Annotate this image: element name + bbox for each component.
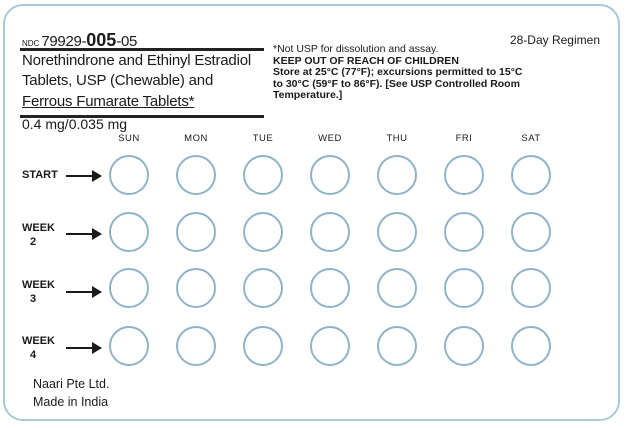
pill-slot[interactable] xyxy=(176,268,216,308)
pill-slot[interactable] xyxy=(377,326,417,366)
ndc-number: 79929-005-05 xyxy=(41,30,138,50)
product-title xyxy=(20,48,264,118)
title-line: Tablets, USP (Chewable) and xyxy=(22,72,214,89)
arrow-icon xyxy=(66,291,100,293)
pill-slot[interactable] xyxy=(243,268,283,308)
pill-slot[interactable] xyxy=(444,212,484,252)
pill-slot[interactable] xyxy=(444,268,484,308)
pill-slot[interactable] xyxy=(109,212,149,252)
pill-slot[interactable] xyxy=(109,326,149,366)
note-line: Store at 25°C (77°F); excursions permitted to 15°C xyxy=(273,66,523,78)
day-header: SUN xyxy=(118,133,140,144)
pill-slot[interactable] xyxy=(511,155,551,195)
title-line: Ferrous Fumarate Tablets* xyxy=(22,93,195,110)
row-label-start: START xyxy=(22,169,58,181)
pill-slot[interactable] xyxy=(377,212,417,252)
pill-slot[interactable] xyxy=(511,212,551,252)
pill-slot[interactable] xyxy=(176,326,216,366)
regimen-label: 28-Day Regimen xyxy=(509,33,600,47)
pill-slot[interactable] xyxy=(243,212,283,252)
day-header: MON xyxy=(184,133,208,144)
note-line: *Not USP for dissolution and assay. xyxy=(273,43,439,55)
pill-slot[interactable] xyxy=(310,268,350,308)
pill-slot[interactable] xyxy=(176,212,216,252)
pill-slot[interactable] xyxy=(310,326,350,366)
pill-slot[interactable] xyxy=(243,326,283,366)
arrow-icon xyxy=(66,175,100,177)
manufacturer xyxy=(33,375,109,411)
day-header: TUE xyxy=(252,133,274,144)
ndc-product-code: 005 xyxy=(86,30,117,50)
pill-slot[interactable] xyxy=(377,268,417,308)
pill-slot[interactable] xyxy=(109,155,149,195)
pill-slot[interactable] xyxy=(243,155,283,195)
pill-slot[interactable] xyxy=(310,212,350,252)
manufacturer-name: Naari Pte Ltd. xyxy=(33,377,110,391)
note-line: to 30°C (59°F to 86°F). [See USP Controlled Room xyxy=(273,77,520,90)
pill-slot[interactable] xyxy=(109,268,149,308)
title-line: Norethindrone and Ethinyl Estradiol xyxy=(22,52,251,69)
pill-slot[interactable] xyxy=(444,326,484,366)
arrow-icon xyxy=(66,347,100,349)
pill-slot[interactable] xyxy=(511,326,551,366)
pill-slot[interactable] xyxy=(444,155,484,195)
pill-slot[interactable] xyxy=(511,268,551,308)
strength-label: 0.4 mg/0.035 mg xyxy=(22,116,128,132)
row-label-week-3: WEEK 3 xyxy=(22,279,55,305)
day-header: WED xyxy=(318,133,342,144)
row-label-week-4: WEEK 4 xyxy=(22,335,55,361)
day-header: FRI xyxy=(455,133,473,144)
ndc-prefix: NDC xyxy=(22,39,40,48)
arrow-icon xyxy=(66,233,100,235)
storage-notes xyxy=(273,44,583,102)
note-line: Temperature.] xyxy=(273,89,343,101)
pill-slot[interactable] xyxy=(176,155,216,195)
day-header: SAT xyxy=(521,133,541,144)
pill-slot[interactable] xyxy=(310,155,350,195)
day-header: THU xyxy=(386,133,408,144)
row-label-week-2: WEEK 2 xyxy=(22,222,55,248)
manufacturer-origin: Made in India xyxy=(33,395,109,409)
note-line: KEEP OUT OF REACH OF CHILDREN xyxy=(273,54,459,67)
pill-slot[interactable] xyxy=(377,155,417,195)
